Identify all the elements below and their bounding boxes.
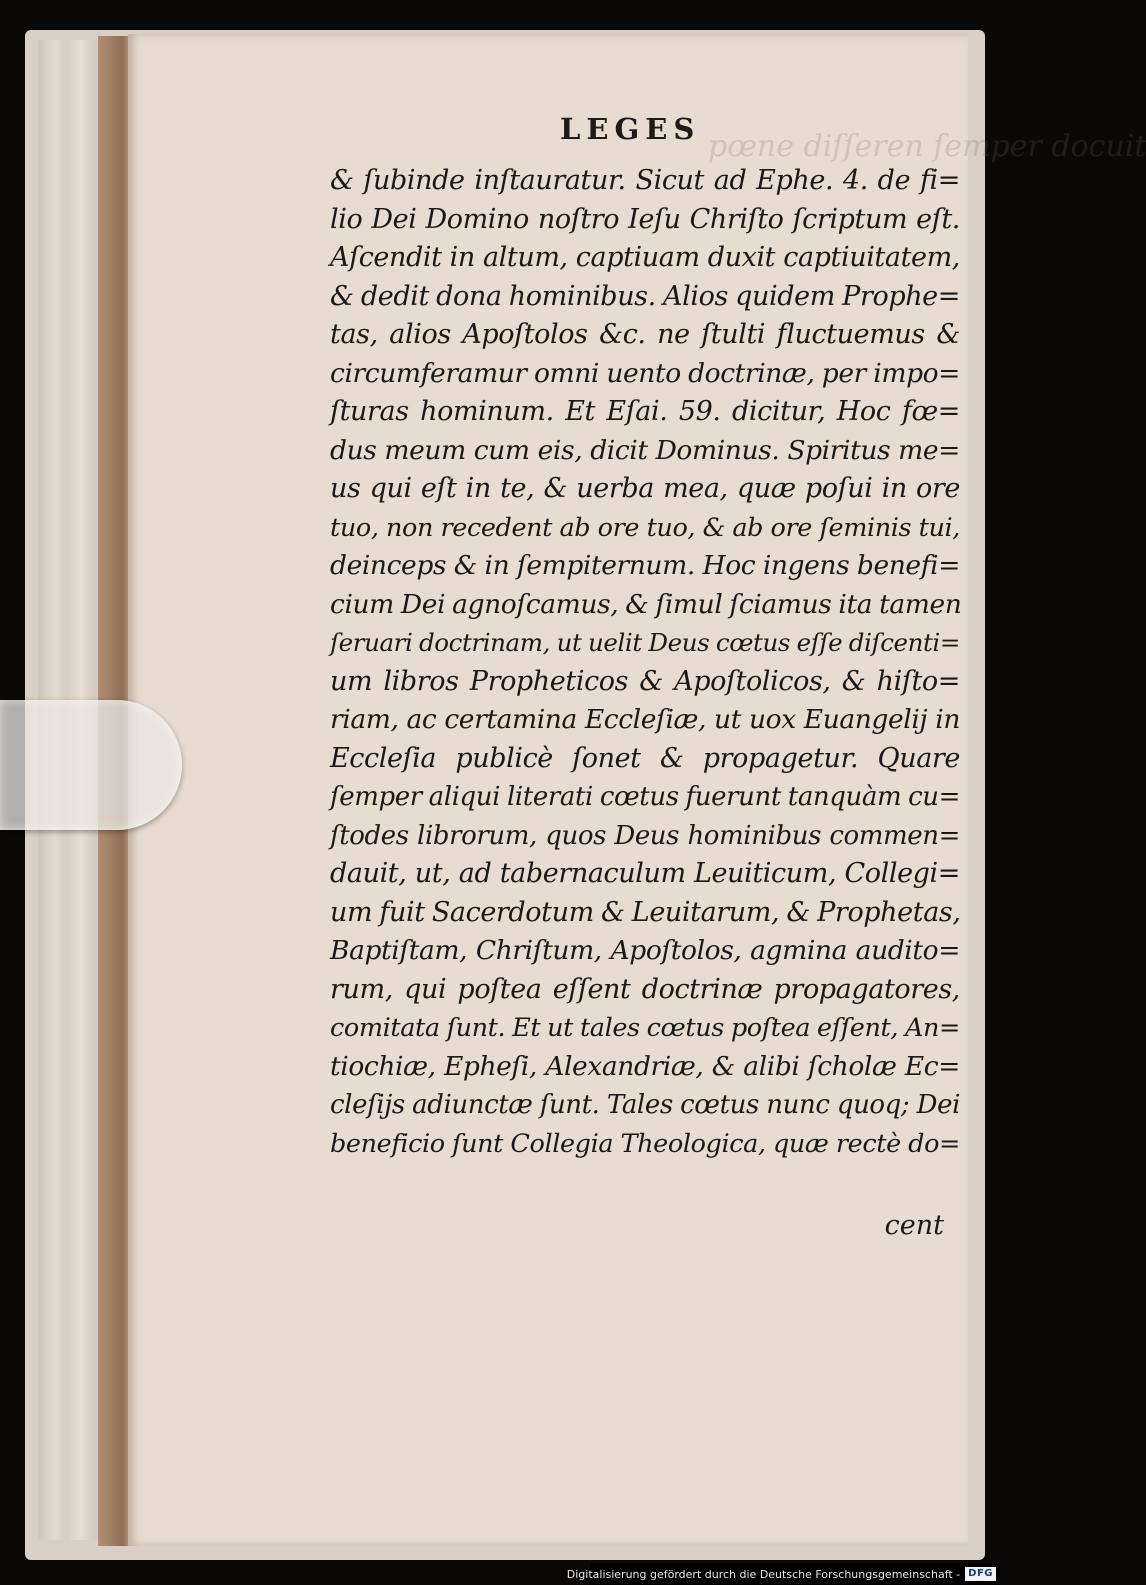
- text-line: Baptiſtam, Chriſtum, Apoſtolos, agmina audito=: [330, 935, 960, 966]
- text-line: tas, alios Apoſtolos &c. ne ſtulti fluctuemus &: [330, 319, 960, 350]
- text-line: dauit, ut, ad tabernaculum Leuiticum, Collegi=: [330, 858, 960, 889]
- body-text: [330, 162, 960, 1163]
- text-line: Aſcendit in altum, captiuam duxit captiuitatem,: [330, 242, 960, 273]
- text-line: ſturas hominum. Et Eſai. 59. dicitur, Hoc fœ=: [330, 396, 960, 427]
- page-clip: [0, 700, 182, 830]
- text-line: tuo, non recedent ab ore tuo, & ab ore ſeminis tui,: [330, 512, 960, 543]
- text-line: cleſijs adiunctæ ſunt. Tales cœtus nunc quoq; Dei: [330, 1090, 960, 1120]
- text-line: & dedit dona hominibus. Alios quidem Prophe=: [330, 280, 960, 312]
- text-line: comitata ſunt. Et ut tales cœtus poſtea eſſent, An=: [330, 1013, 960, 1043]
- text-line: & ſubinde inſtauratur. Sicut ad Ephe. 4. de fi=: [330, 165, 960, 196]
- text-line: um libros Propheticos & Apoſtolicos, & hiſto=: [330, 665, 960, 697]
- text-line: ſtodes librorum, quos Deus hominibus commen=: [330, 820, 960, 851]
- text-line: rum, qui poſtea eſſent doctrinæ propagatores,: [330, 973, 960, 1005]
- text-line: lio Dei Domino noſtro Ieſu Chriſto ſcriptum eſt.: [330, 203, 960, 235]
- text-line: circumferamur omni uento doctrinæ, per impo=: [330, 357, 960, 389]
- text-line: um fuit Sacerdotum & Leuitarum, & Prophetas,: [330, 896, 961, 928]
- catchword: cent: [884, 1210, 944, 1241]
- text-line: ſemper aliqui literati cœtus fuerunt tanquàm cu=: [330, 782, 960, 812]
- text-line: beneficio ſunt Collegia Theologica, quæ rectè do=: [330, 1128, 960, 1159]
- funding-credit: Digitalisierung gefördert durch die Deutsche Forschungsgemeinschaft -: [566, 1567, 961, 1581]
- running-head: LEGES: [560, 112, 701, 146]
- text-line: deinceps & in ſempiternum. Hoc ingens benefi=: [330, 550, 960, 581]
- text-line: Eccleſia publicè ſonet & propagetur. Quare: [330, 742, 960, 774]
- text-line: tiochiæ, Epheſi, Alexandriæ, & alibi ſcholæ Ec=: [330, 1050, 960, 1082]
- show-through-text: pœne diſſeren ſemper docuit: [708, 129, 1146, 164]
- text-line: ſeruari doctrinam, ut uelit Deus cœtus eſſe diſcenti=: [330, 628, 960, 657]
- text-line: us qui eſt in te, & uerba mea, quæ poſui in ore: [330, 473, 960, 504]
- text-line: dus meum cum eis, dicit Dominus. Spiritus me=: [330, 434, 960, 466]
- text-line: riam, ac certamina Eccleſiæ, ut uox Euangelij in: [330, 704, 960, 735]
- text-line: cium Dei agnoſcamus, & ſimul ſciamus ita tamen: [330, 588, 962, 620]
- digitization-footer: [566, 1563, 1000, 1585]
- dfg-logo-icon: DFG: [965, 1567, 996, 1581]
